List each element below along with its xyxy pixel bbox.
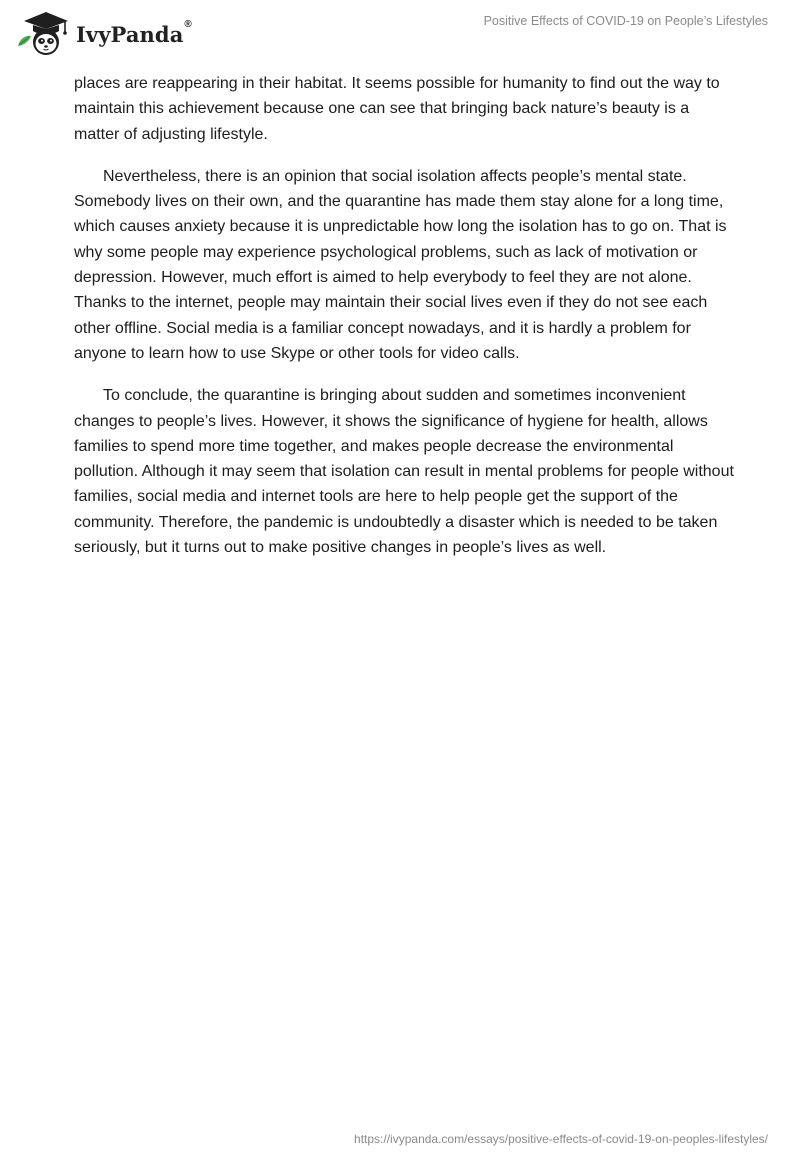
document-title: Positive Effects of COVID-19 on People’s Lifestyles (483, 14, 768, 28)
paragraph: To conclude, the quarantine is bringing about sudden and sometimes inconvenient changes to people’s lives. However, it shows the significance of hygiene for health, allows families to spend more time together, and makes people decrease the environmental pollution. Although it may seem that isolation can result in mental problems for people without families, social media and internet tools are here to help people get the support of the community. Therefore, the pandemic is undoubtedly a disaster which is needed to be taken seriously, but it turns out to make positive changes in people’s lives as well. (74, 387, 734, 557)
registered-mark: ® (184, 18, 192, 30)
paragraph: Nevertheless, there is an opinion that social isolation affects people’s mental state. Somebody lives on their own, and the quarantine has made them stay alone for a long time, which causes anxiety because it is unpredictable how long the isolation has to go on. That is why some people may experience psychological problems, such as lack of motivation or depression. However, much effort is aimed to help everybody to feel they are not alone. Thanks to the internet, people may maintain their social lives even if they do not see each other offline. Social media is a familiar concept nowadays, and it is hardly a problem for anyone to learn how to use Skype or other tools for video calls. (74, 167, 727, 362)
essay-body (74, 71, 734, 577)
paragraph-continuation: places are reappearing in their habitat. It seems possible for humanity to find out the way to maintain this achievement because one can see that bringing back nature’s beauty is a matter of adjusting lifestyle. (74, 75, 720, 143)
ivypanda-logo[interactable] (14, 8, 192, 58)
source-url[interactable]: https://ivypanda.com/essays/positive-effects-of-covid-19-on-peoples-lifestyles/ (354, 1132, 768, 1146)
page-header (0, 0, 800, 64)
panda-graduate-icon (14, 8, 72, 58)
brand-name: IvyPanda® (76, 18, 192, 47)
